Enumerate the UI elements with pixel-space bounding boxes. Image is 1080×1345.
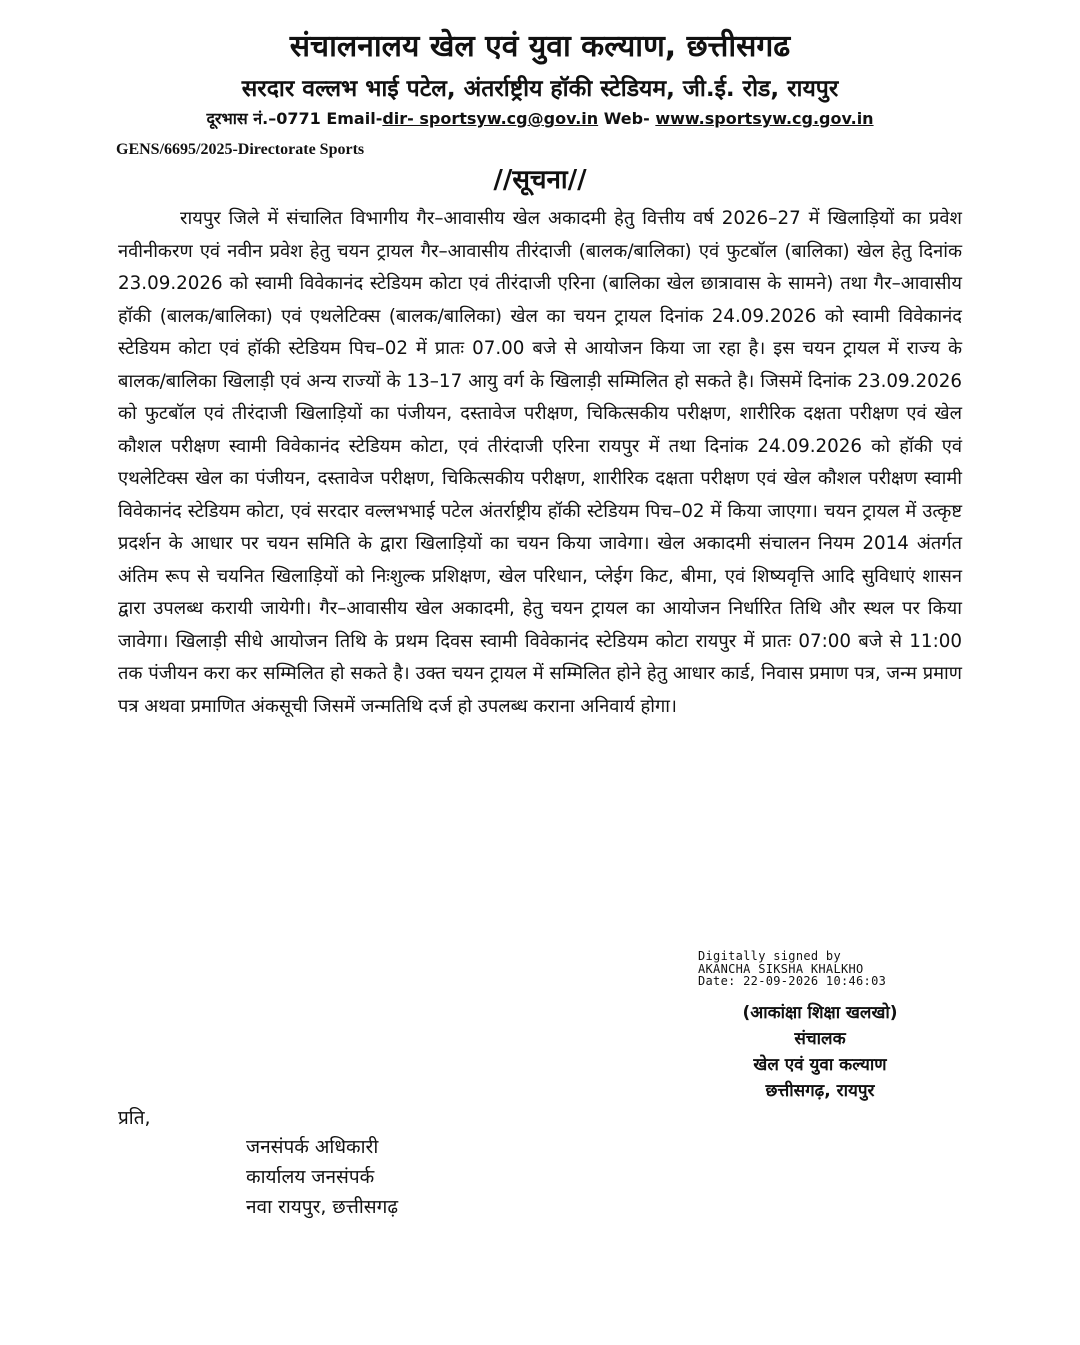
digital-signature-stamp (698, 950, 886, 988)
signatory-location: छत्तीसगढ़, रायपुर (765, 1081, 875, 1101)
digital-signature-date: Date: 22-09-2026 10:46:03 (698, 974, 887, 988)
contact-line (0, 107, 1080, 129)
reference-number: GENS/6695/2025-Directorate Sports (116, 141, 365, 158)
website-link[interactable]: www.sportsyw.cg.gov.in (655, 109, 874, 128)
notice-body: रायपुर जिले में संचालित विभागीय गैर–आवासीय खेल अकादमी हेतु वित्तीय वर्ष 2026–27 में खिलाड़ियों का प्रवेश नवीनीकरण एवं नवीन प्रवेश हेतु चयन ट्रायल गैर–आवासीय तीरंदाजी (बालक/बालिका) एवं फुटबॉल (बालिका) खेल हेतु दिनांक 23.09.2026 को स्वामी विवेकानंद स्टेडियम कोटा एवं तीरंदाजी एरिना (बालिका खेल छात्रावास के सामने) तथा गैर–आवासीय हॉकी (बालक/बालिका) एवं एथलेटिक्स (बालक/बालिका) खेल का चयन ट्रायल दिनांक 24.09.2026 को स्वामी विवेकानंद स्टेडियम कोटा एवं हॉकी स्टेडियम पिच–02 में प्रातः 07.00 बजे से आयोजन किया जा रहा है। इस चयन ट्रायल में राज्य के बालक/बालिका खिलाड़ी एवं अन्य राज्यों के 13–17 आयु वर्ग के खिलाड़ी सम्मिलित हो सकते है। जिसमें दिनांक 23.09.2026 को फुटबॉल एवं तीरंदाजी खिलाड़ियों का पंजीयन, दस्तावेज परीक्षण, चिकित्सकीय परीक्षण, शारीरिक दक्षता परीक्षण एवं खेल कौशल परीक्षण स्वामी विवेकानंद स्टेडियम कोटा, एवं तीरंदाजी एरिना रायपुर में तथा दिनांक 24.09.2026 को हॉकी एवं एथलेटिक्स खेल का पंजीयन, दस्तावेज परीक्षण, चिकित्सकीय परीक्षण, शारीरिक दक्षता परीक्षण एवं खेल कौशल परीक्षण स्वामी विवेकानंद स्टेडियम कोटा, एवं सरदार वल्लभभाई पटेल अंतर्राष्ट्रीय हॉकी स्टेडियम पिच–02 में किया जाएगा। चयन ट्रायल में उत्कृष्ट प्रदर्शन के आधार पर चयन समिति के द्वारा खिलाड़ियों का चयन किया जावेगा। खेल अकादमी संचालन नियम 2014 अंतर्गत अंतिम रूप से चयनित खिलाड़ियों को निःशुल्क प्रशिक्षण, खेल परिधान, प्लेईग किट, बीमा, एवं शिष्यवृत्ति आदि सुविधाएं शासन द्वारा उपलब्ध करायी जायेगी। गैर–आवासीय खेल अकादमी, हेतु चयन ट्रायल का आयोजन निर्धारित तिथि और स्थल पर किया जावेगा। खिलाड़ी सीधे आयोजन तिथि के प्रथम दिवस स्वामी विवेकानंद स्टेडियम कोटा रायपुर में प्रातः 07:00 बजे से 11:00 तक पंजीयन करा कर सम्मिलित हो सकते है। उक्त चयन ट्रायल में सम्मिलित होने हेतु आधार कार्ड, निवास प्रमाण पत्र, जन्म प्रमाण पत्र अथवा प्रमाणित अंकसूची जिसमें जन्मतिथि दर्ज हो उपलब्ध कराना अनिवार्य होगा। (118, 208, 962, 717)
recipient-line: जनसंपर्क अधिकारी (246, 1136, 379, 1158)
to-label: प्रति, (118, 1107, 151, 1129)
digital-signature-line: Digitally signed by (698, 949, 841, 963)
phone-label: दूरभास नं.–0771 (206, 109, 321, 128)
signatory-designation: संचालक (794, 1029, 846, 1049)
web-label: Web- (603, 109, 650, 128)
recipient-line: कार्यालय जनसंपर्क (246, 1166, 375, 1188)
recipient-line: नवा रायपुर, छत्तीसगढ़ (246, 1196, 399, 1218)
notice-heading: //सूचना// (493, 165, 587, 195)
signatory-block (700, 1000, 940, 1104)
signatory-name: (आकांक्षा शिक्षा खलखो) (742, 1003, 898, 1023)
email-label: Email- (326, 109, 383, 128)
directorate-title: संचालनालय खेल एवं युवा कल्याण, छत्तीसगढ (289, 29, 791, 64)
email-link[interactable]: dir- sportsyw.cg@gov.in (382, 109, 599, 128)
directorate-address: सरदार वल्लभ भाई पटेल, अंतर्राष्ट्रीय हॉकी स्टेडियम, जी.ई. रोड, रायपुर (241, 76, 839, 102)
recipient-block (246, 1132, 398, 1222)
signatory-department: खेल एवं युवा कल्याण (753, 1055, 887, 1075)
digital-signature-signer: AKANCHA SIKSHA KHALKHO (698, 961, 864, 976)
